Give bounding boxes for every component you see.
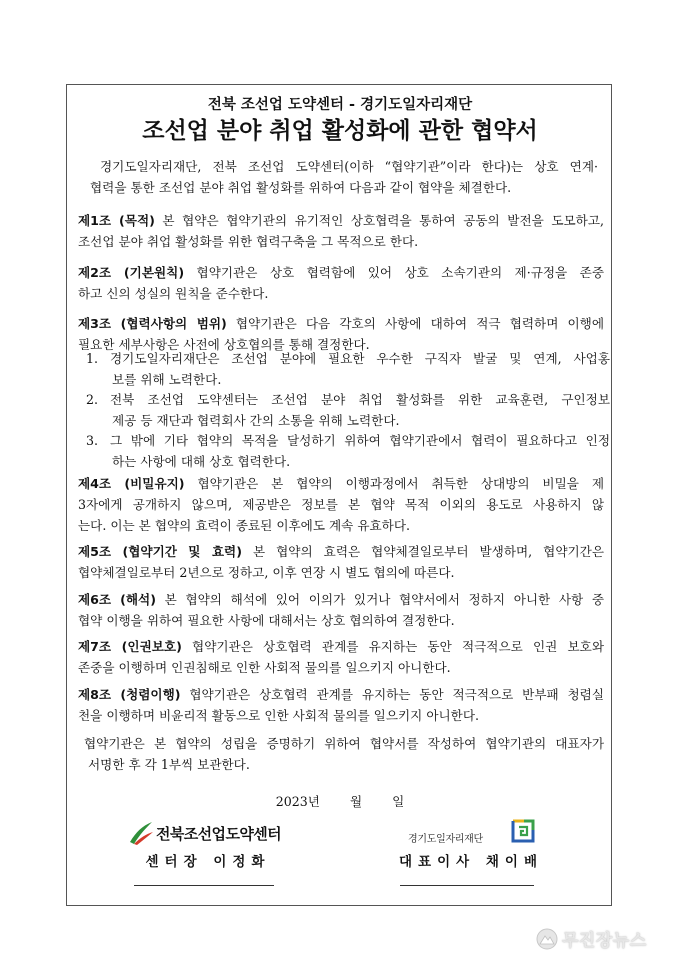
article-text: 본 협약은 협약기관의 유기적인 상호협력을 통하여 공동의 발전을 도모하고, <box>154 213 604 228</box>
watermark-text: 무진장뉴스 <box>562 931 647 951</box>
mountain-logo-icon <box>536 928 558 950</box>
item-text: 보를 위해 노력한다. <box>112 372 222 387</box>
article-6 <box>78 589 604 631</box>
date-month: 월 <box>349 794 363 809</box>
item-number: 3. <box>86 433 99 448</box>
article-text: 협약기관은 상호 협력함에 있어 상호 소속기관의 제·규정을 존중 <box>184 265 604 280</box>
article-label: 제3조 (협력사항의 범위) <box>78 316 227 331</box>
article-text: 존중을 이행하며 인권침해로 인한 사회적 물의를 일으키지 아니한다. <box>78 660 451 675</box>
right-signer: 대표이사 채이배 <box>399 854 543 870</box>
article-label: 제1조 (목적) <box>78 213 155 228</box>
article-text: 본 협약의 효력은 협약체결일로부터 발생하며, 협약기간은 <box>241 544 605 559</box>
news-watermark <box>536 924 678 954</box>
article-label: 제2조 (기본원칙) <box>78 265 185 280</box>
article-label: 제4조 (비밀유지) <box>78 476 185 491</box>
swoosh-logo-icon <box>128 820 154 846</box>
intro-line: 협력을 통한 조선업 분야 취업 활성화를 위하여 다음과 같이 협약을 체결한다. <box>90 180 512 195</box>
article-text: 협약 이행을 위하여 필요한 사항에 대해서는 상호 협의하여 결정한다. <box>78 613 455 628</box>
intro-paragraph <box>78 156 598 198</box>
article-text: 3자에게 공개하지 않으며, 제공받은 정보를 본 협약 목적 이외의 용도로 사용하지 않 <box>78 497 604 512</box>
closing-line: 협약기관은 본 협약의 성립을 증명하기 위하여 협약서를 작성하여 협약기관의 대표자가 <box>84 736 604 751</box>
left-signer: 센터장 이정화 <box>145 854 271 870</box>
closing-line: 서명한 후 각 1부씩 보관한다. <box>88 757 250 772</box>
square-g-logo-icon <box>510 818 536 844</box>
article-7 <box>78 636 604 678</box>
article-text: 협약기관은 상호협력 관계를 유지하는 동안 적극적으로 반부패 청렴실 <box>180 687 605 702</box>
date-day: 일 <box>392 794 405 809</box>
item-text: 경기도일자리재단은 조선업 분야에 필요한 우수한 구직자 발굴 및 연계, 사업홍 <box>110 351 610 366</box>
article-text: 협약기관은 상호협력 관계를 유지하는 동안 적극적으로 인권 보호와 <box>181 639 604 654</box>
gyeonggi-job-foundation-logo <box>408 818 538 848</box>
article-text: 협약기관은 본 협약의 이행과정에서 취득한 상대방의 비밀을 제 <box>184 476 604 491</box>
article-1 <box>78 210 604 252</box>
item-text: 그 밖에 기타 협약의 목적을 달성하기 위하여 협약기관에서 협력이 필요하다고 인정 <box>110 433 610 448</box>
item-text: 제공 등 재단과 협력회사 간의 소통을 위해 노력한다. <box>112 413 400 428</box>
article-text: 천을 이행하며 비윤리적 활동으로 인한 사회적 물의를 일으키지 아니한다. <box>78 708 479 723</box>
left-logo-text: 전북조선업도약센터 <box>156 825 282 843</box>
right-signature-line <box>400 885 534 886</box>
article-text: 본 협약의 해석에 있어 이의가 있거나 협약서에서 정하지 아니한 사항 중 <box>155 592 604 607</box>
item-text: 하는 사항에 대해 상호 협력한다. <box>112 454 291 469</box>
article-label: 제7조 (인권보호) <box>78 639 182 654</box>
item-number: 2. <box>86 392 99 407</box>
article-label: 제8조 (청렴이행) <box>78 687 181 702</box>
item-number: 1. <box>86 351 99 366</box>
article-4 <box>78 473 604 536</box>
right-logo-text: 경기도일자리재단 <box>408 834 483 845</box>
article-2 <box>78 262 604 304</box>
article-label: 제5조 (협약기간 및 효력) <box>78 544 242 559</box>
article-text: 협약체결일로부터 2년으로 정하고, 이후 연장 시 별도 협의에 따른다. <box>78 565 455 580</box>
article-8 <box>78 684 604 726</box>
article-text: 는다. 이는 본 협약의 효력이 종료된 이후에도 계속 유효하다. <box>78 518 411 533</box>
article-text: 하고 신의 성실의 원칙을 준수한다. <box>78 286 269 301</box>
date-year: 2023년 <box>275 794 320 809</box>
closing-paragraph <box>84 733 604 775</box>
left-signature-line <box>134 885 274 886</box>
signing-date <box>0 791 680 810</box>
document-subtitle: 전북 조선업 도약센터 - 경기도일자리재단 <box>207 97 473 113</box>
document-title: 조선업 분야 취업 활성화에 관한 협약서 <box>142 118 538 144</box>
article-5 <box>78 541 604 583</box>
intro-line: 경기도일자리재단, 전북 조선업 도약센터(이하 “협약기관”이라 한다)는 상호 연계· <box>100 159 598 174</box>
article-text: 협약기관은 다음 각호의 사항에 대하여 적극 협력하며 이행에 <box>226 316 604 331</box>
item-text: 전북 조선업 도약센터는 조선업 분야 취업 활성화를 위한 교육훈련, 구인정보 <box>110 392 610 407</box>
article-text: 조선업 분야 취업 활성화를 위한 협력구축을 그 목적으로 한다. <box>78 234 419 249</box>
article-text: 필요한 세부사항은 사전에 상호협의를 통해 결정한다. <box>78 337 370 352</box>
jeonbuk-shipbuilding-center-logo <box>128 820 298 846</box>
article-label: 제6조 (해석) <box>78 592 156 607</box>
